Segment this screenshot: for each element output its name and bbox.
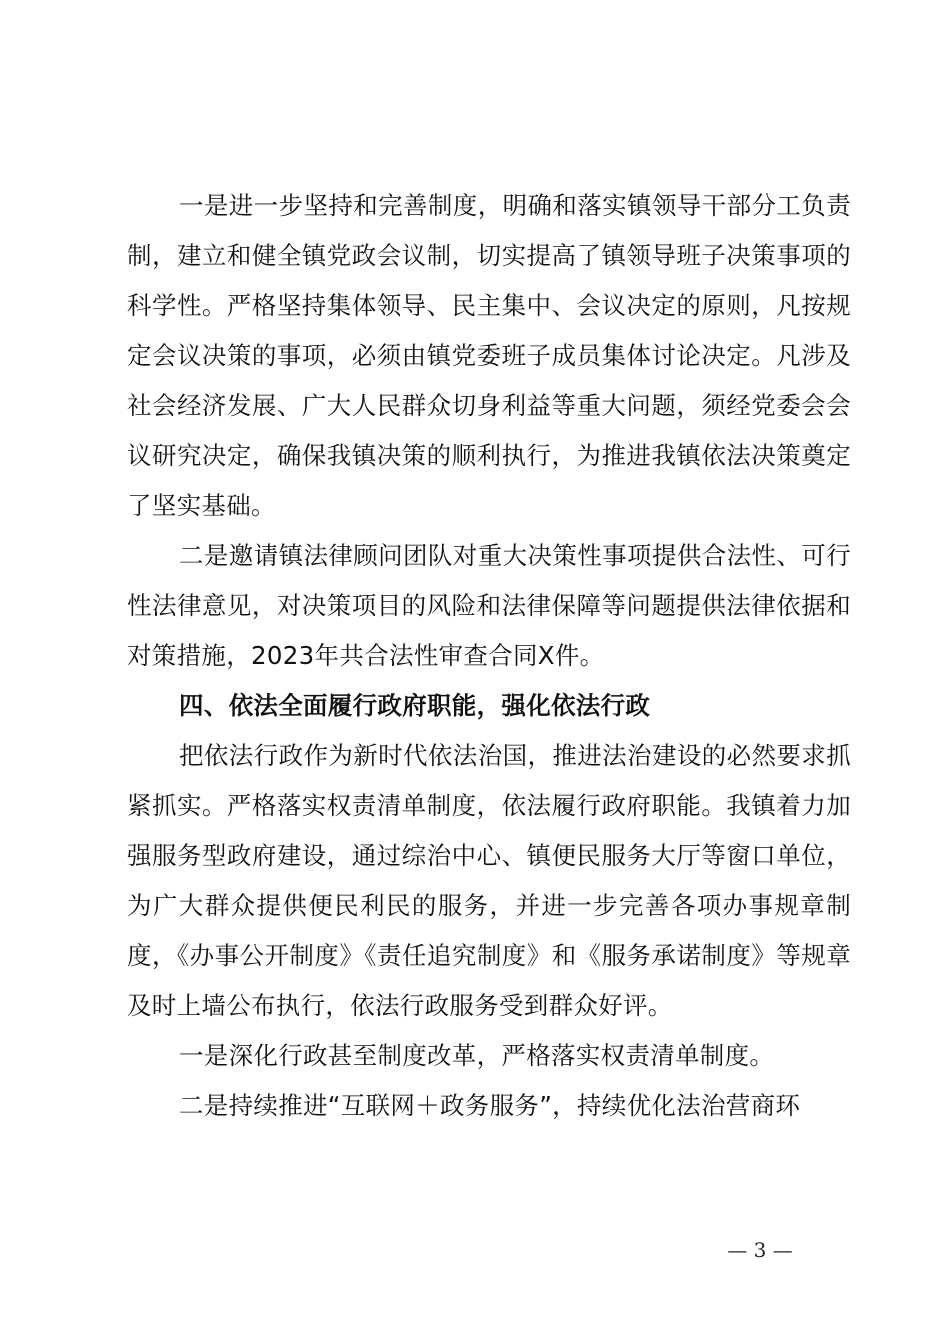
page-number: — 3 — bbox=[727, 1238, 793, 1262]
paragraph-internet-service: 二是持续推进“互联网＋政务服务”，持续优化法治营商环 bbox=[179, 1091, 801, 1120]
paragraph-administration: 把依法行政作为新时代依法治国，推进法治建设的必然要求抓紧抓实。严格落实权责清单制度，依法履行政府职能。我镇着力加强服务型政府建设，通过综治中心、镇便民服务大厅等窗口单位，为广大群众提供便民利民的服务，并进一步完善各项办事规章制度，《办事公开制度》《责任追究制度》和《服务承诺制度》等规章及时上墙公布执行，依法行政服务受到群众好评。 bbox=[127, 741, 851, 1020]
paragraph-decision-system: 一是进一步坚持和完善制度，明确和落实镇领导干部分工负责制，建立和健全镇党政会议制，切实提高了镇领导班子决策事项的科学性。严格坚持集体领导、民主集中、会议决定的原则，凡按规定会议决策的事项，必须由镇党委班子成员集体讨论决定。凡涉及社会经济发展、广大人民群众切身利益等重大问题，须经党委会会议研究决定，确保我镇决策的顺利执行，为推进我镇依法决策奠定了坚实基础。 bbox=[127, 191, 851, 520]
paragraph-reform: 一是深化行政甚至制度改革，严格落实权责清单制度。 bbox=[179, 1041, 775, 1070]
paragraph-legal-advisor: 二是邀请镇法律顾问团队对重大决策性事项提供合法性、可行性法律意见，对决策项目的风险和法律保障等问题提供法律依据和对策措施，2023年共合法性审查合同X件。 bbox=[127, 541, 851, 670]
document-body bbox=[127, 181, 851, 1131]
section-heading-four: 四、依法全面履行政府职能，强化依法行政 bbox=[179, 691, 651, 720]
